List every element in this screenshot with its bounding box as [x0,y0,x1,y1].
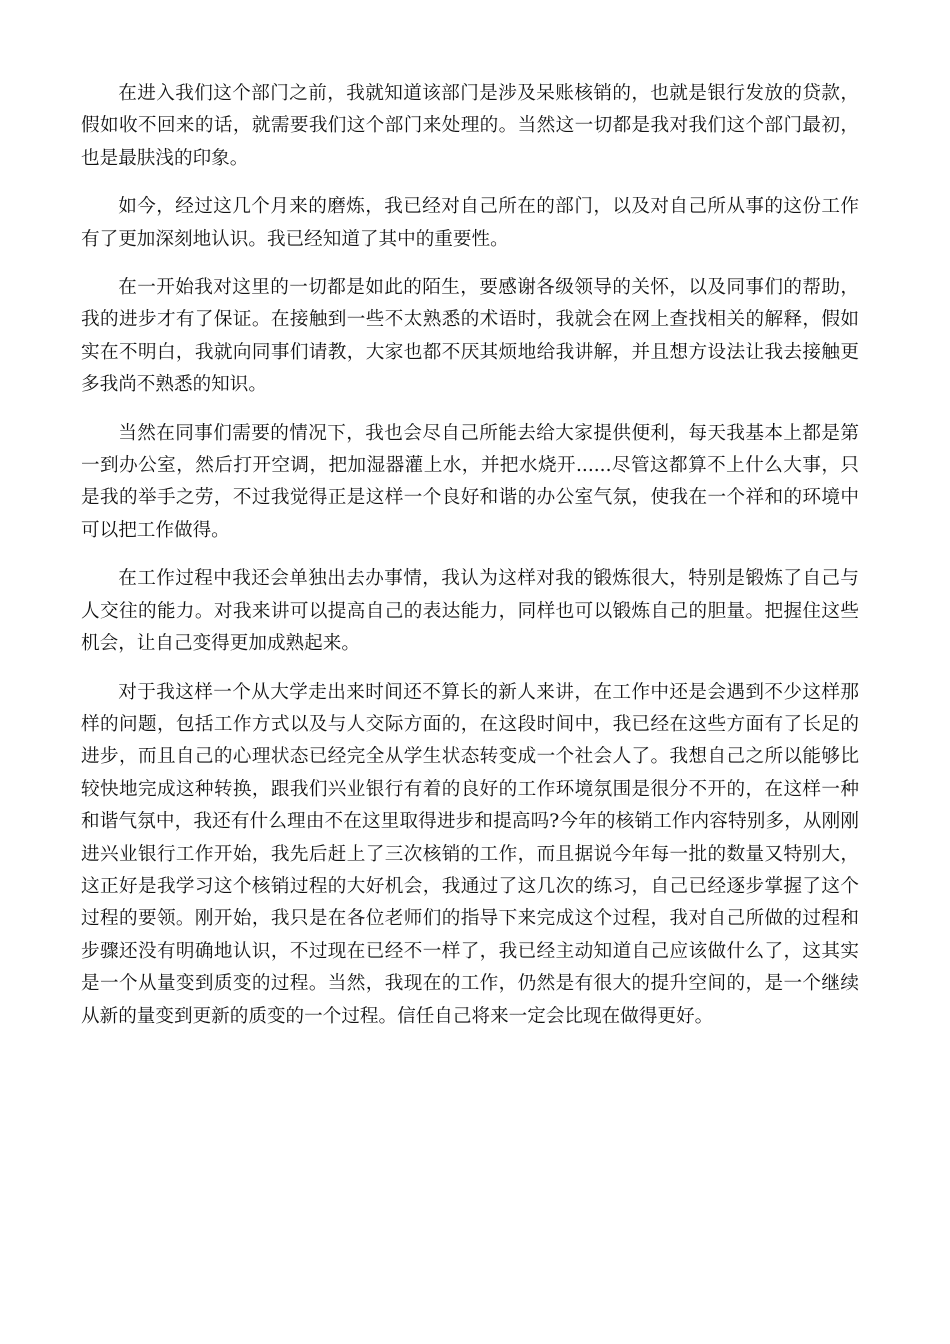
paragraph-2: 如今，经过这几个月来的磨炼，我已经对自己所在的部门，以及对自己所从事的这份工作有了更加深刻地认识。我已经知道了其中的重要性。 [81,196,859,250]
paragraph-3: 在一开始我对这里的一切都是如此的陌生，要感谢各级领导的关怀，以及同事们的帮助，我的进步才有了保证。在接触到一些不太熟悉的术语时，我就会在网上查找相关的解释，假如实在不明白，我就向同事们请教，大家也都不厌其烦地给我讲解，并且想方设法让我去接触更多我尚不熟悉的知识。 [81,277,859,396]
document-page [81,78,859,1049]
paragraph-4: 当然在同事们需要的情况下，我也会尽自己所能去给大家提供便利，每天我基本上都是第一到办公室，然后打开空调，把加湿器灌上水，并把水烧开......尽管这都算不上什么大事，只是我的举手之劳，不过我觉得正是这样一个良好和谐的办公室气氛，使我在一个祥和的环境中可以把工作做得。 [81,422,859,541]
paragraph-5: 在工作过程中我还会单独出去办事情，我认为这样对我的锻炼很大，特别是锻炼了自己与人交往的能力。对我来讲可以提高自己的表达能力，同样也可以锻炼自己的胆量。把握住这些机会，让自己变得更加成熟起来。 [81,568,859,655]
paragraph-1: 在进入我们这个部门之前，我就知道该部门是涉及呆账核销的，也就是银行发放的贷款，假如收不回来的话，就需要我们这个部门来处理的。当然这一切都是我对我们这个部门最初，也是最肤浅的印象。 [81,83,859,169]
paragraph-6: 对于我这样一个从大学走出来时间还不算长的新人来讲，在工作中还是会遇到不少这样那样的问题，包括工作方式以及与人交际方面的，在这段时间中，我已经在这些方面有了长足的进步，而且自己的心理状态已经完全从学生状态转变成一个社会人了。我想自己之所以能够比较快地完成这种转换，跟我们兴业银行有着的良好的工作环境氛围是很分不开的，在这样一种和谐气氛中，我还有什么理由不在这里取得进步和提高吗?今年的核销工作内容特别多，从刚刚进兴业银行工作开始，我先后赶上了三次核销的工作，而且据说今年每一批的数量又特别大，这正好是我学习这个核销过程的大好机会，我通过了这几次的练习，自己已经逐步掌握了这个过程的要领。刚开始，我只是在各位老师们的指导下来完成这个过程，我对自己所做的过程和步骤还没有明确地认识，不过现在已经不一样了，我已经主动知道自己应该做什么了，这其实是一个从量变到质变的过程。当然，我现在的工作，仍然是有很大的提升空间的，是一个继续从新的量变到更新的质变的一个过程。信任自己将来一定会比现在做得更好。 [81,681,859,1027]
